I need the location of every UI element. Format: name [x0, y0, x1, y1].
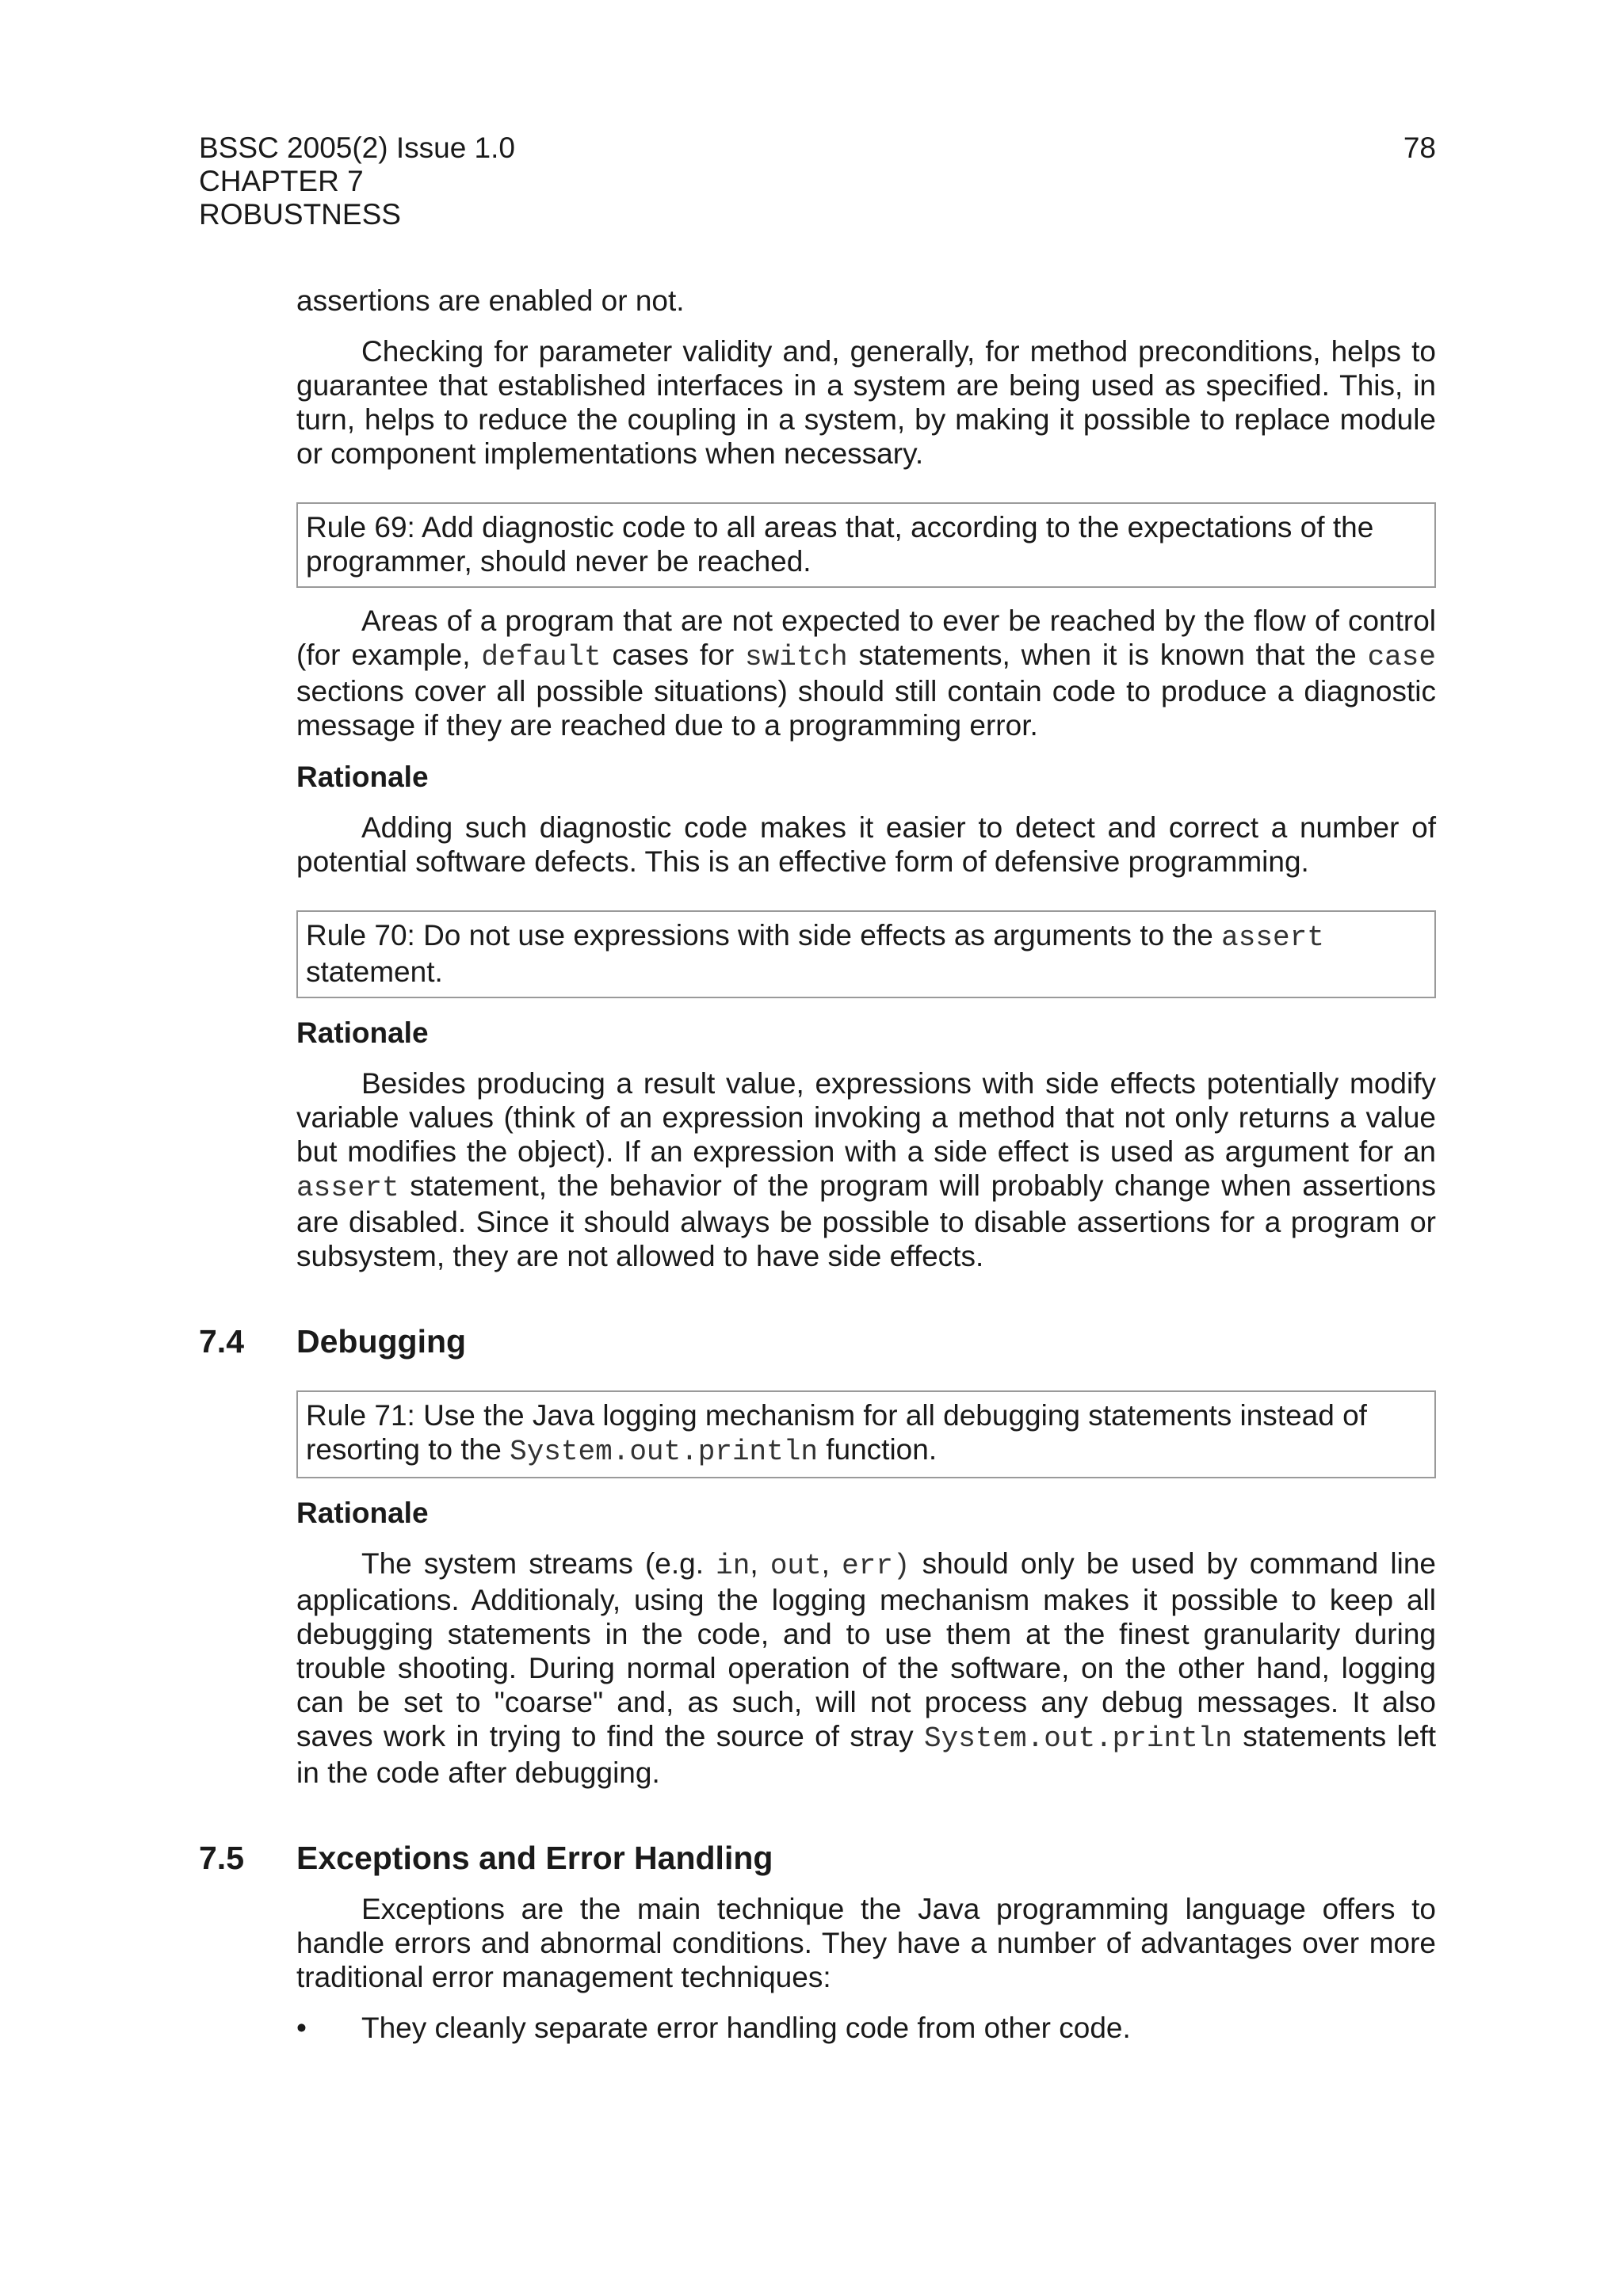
running-header [199, 132, 515, 231]
rule-71-box [296, 1390, 1436, 1478]
section-heading-exceptions [199, 1840, 1436, 1876]
bullet-item [296, 2011, 1436, 2045]
header-chapter: CHAPTER 7 [199, 165, 364, 197]
code-out: out [769, 1550, 822, 1582]
paragraph-intro: assertions are enabled or not. [296, 284, 685, 317]
rule-70-text: Rule 70: Do not use expressions with side effects as arguments to the assert statement. [306, 919, 1324, 988]
paragraph-rationale-71: The system streams (e.g. in, out, err) should only be used by command line applications. Additionaly, using the logging mechanism makes it possible to keep all debugging statements in the code, and to use them at the finest granularity during trouble shooting. During normal operation of the software, on the other hand, logging can be set to "coarse" and, as such, will not process any debug messages. It also saves work in trying to find the source of stray System.out.println statements left in the code after debugging. [296, 1547, 1437, 1789]
header-chapter-title: ROBUSTNESS [199, 198, 401, 231]
code-switch: switch [745, 641, 848, 673]
rationale-heading-71: Rationale [296, 1497, 429, 1529]
code-err: err) [842, 1550, 911, 1582]
section-number: 7.4 [199, 1323, 244, 1360]
paragraph-exceptions: Exceptions are the main technique the Java programming language offers to handle errors and abnormal conditions. They have a number of advantages over more traditional error management techniques: [296, 1893, 1436, 1993]
code-system-out-println: System.out.println [510, 1436, 818, 1468]
code-system-out-println: System.out.println [924, 1722, 1232, 1755]
header-doc-id: BSSC 2005(2) Issue 1.0 [199, 132, 515, 164]
code-assert: assert [296, 1172, 399, 1204]
rule-70-box [296, 910, 1436, 998]
paragraph-rationale-69: Adding such diagnostic code makes it easier to detect and correct a number of potential software defects. This is an effective form of defensive programming. [296, 811, 1436, 878]
section-title: Debugging [296, 1323, 467, 1360]
rationale-heading-69: Rationale [296, 761, 429, 793]
section-title: Exceptions and Error Handling [296, 1840, 773, 1876]
code-assert: assert [1221, 921, 1324, 954]
page-number: 78 [1403, 132, 1436, 164]
bullet-mark: • [296, 2012, 307, 2044]
paragraph-unreachable-areas: Areas of a program that are not expected to ever be reached by the flow of control (for example, default cases for switch statements, when it is known that the case sections cover all possible situations) should still contain code to produce a diagnostic message if they are reached due to a programming error. [296, 605, 1436, 742]
bullet-text: They cleanly separate error handling code from other code. [361, 2012, 1131, 2044]
rule-71-text: Rule 71: Use the Java logging mechanism for all debugging statements instead of resorting to the System.out.println function. [306, 1399, 1367, 1468]
code-default: default [481, 641, 601, 673]
section-heading-debugging [199, 1323, 1436, 1360]
section-number: 7.5 [199, 1840, 244, 1876]
rule-69-box [296, 502, 1436, 588]
rationale-heading-70: Rationale [296, 1016, 429, 1049]
code-case: case [1367, 641, 1436, 673]
body-content [199, 284, 1437, 2045]
rule-69-text: Rule 69: Add diagnostic code to all areas that, according to the expectations of the programmer, should never be reached. [306, 511, 1374, 578]
code-in: in [716, 1550, 750, 1582]
paragraph-rationale-70: Besides producing a result value, expressions with side effects potentially modify variable values (think of an expression invoking a method that not only returns a value but modifies the object). If an expression with a side effect is used as argument for an assert statement, the behavior of the program will probably change when assertions are disabled. Since it should always be possible to disable assertions for a program or subsystem, they are not allowed to have side effects. [296, 1067, 1436, 1272]
paragraph-checking: Checking for parameter validity and, generally, for method preconditions, helps to guarantee that established interfaces in a system are being used as specified. This, in turn, helps to reduce the coupling in a system, by making it possible to replace module or component implementations when necessary. [296, 335, 1436, 470]
